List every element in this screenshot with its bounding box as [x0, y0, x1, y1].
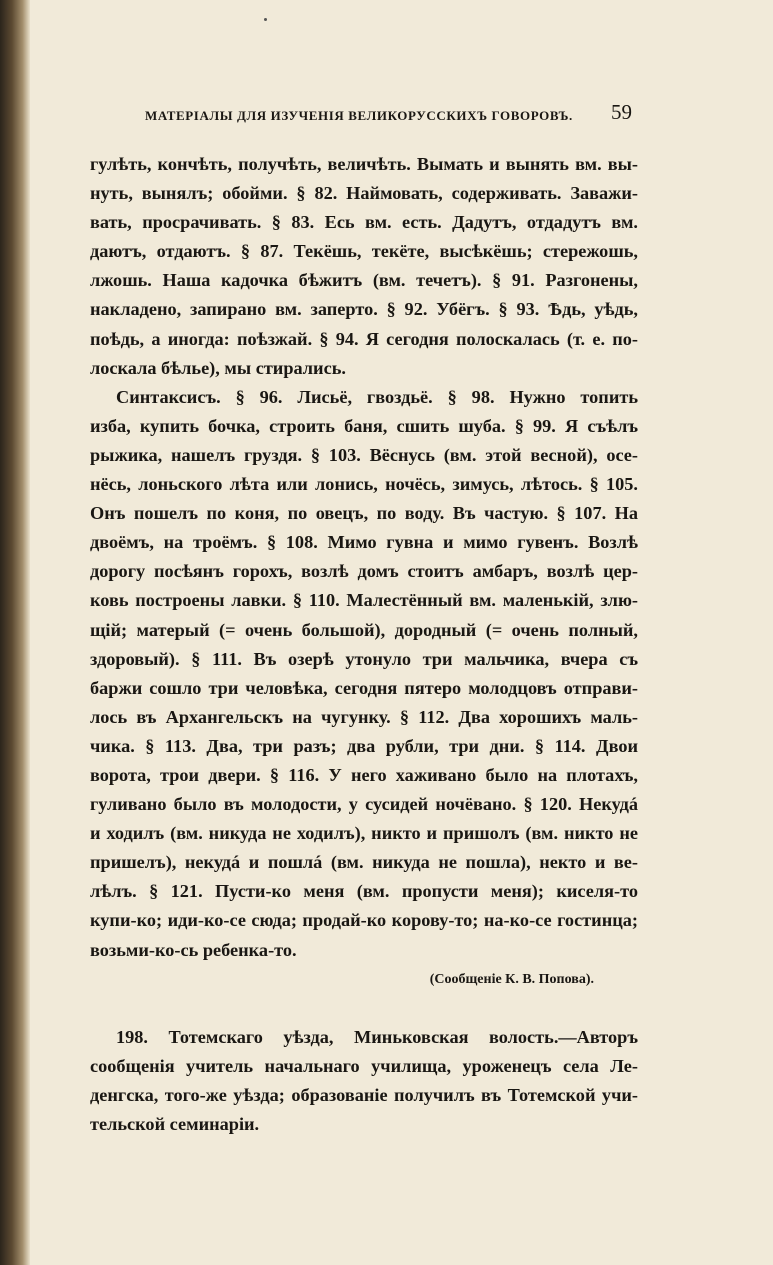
text-line: чика. § 113. Два, три разъ; два рубли, три дни. § 114. Двои	[90, 735, 638, 756]
text-line: возьми-ко-сь ребенка-то.	[90, 939, 297, 960]
text-line: тельской семинаріи.	[90, 1114, 260, 1134]
text-line: нуть, вынялъ; обойми. § 82. Наймовать, содерживать. Заважи-	[90, 183, 638, 204]
paragraph-phonetics-morphology	[90, 150, 638, 383]
paragraph-syntax	[90, 383, 638, 994]
text-line: двоёмъ, на троёмъ. § 108. Мимо гувна и мимо гувенъ. Возлѣ	[90, 532, 638, 553]
text-line: здоровый). § 111. Въ озерѣ утонуло три мальчика, вчера съ	[90, 648, 638, 669]
text-line: купи-ко; иди-ко-се сюда; продай-ко корову-то; на-ко-се гостинца;	[90, 910, 638, 931]
running-title: МАТЕРІАЛЫ ДЛЯ ИЗУЧЕНІЯ ВЕЛИКОРУССКИХЪ ГОВОРОВЪ.	[145, 108, 573, 123]
text-line: лоскала бѣлье), мы стирались.	[90, 357, 346, 378]
text-line: дорогу посѣянъ горохъ, возлѣ домъ стоитъ амбаръ, возлѣ цер-	[90, 561, 638, 582]
paragraph-entry-198	[90, 1023, 638, 1139]
text-line: Синтаксисъ. § 96. Лисьё, гвоздьё. § 98. Нужно топить	[116, 386, 638, 407]
text-line: щій; матерый (= очень большой), дородный (= очень полный,	[90, 619, 638, 640]
page-header	[90, 100, 632, 134]
text-line: баржи сошло три человѣка, сегодня пятеро молодцовъ отправи-	[90, 677, 638, 698]
text-line: ковь построены лавки. § 110. Малестённый вм. маленькій, злю-	[90, 590, 638, 611]
text-line: ворота, трои двери. § 116. У него хаживано было на плотахъ,	[90, 764, 638, 785]
page-body	[90, 150, 638, 1139]
text-line: Онъ пошелъ по коня, по овецъ, по воду. Въ частую. § 107. На	[90, 503, 638, 524]
text-line: нёсь, лоньского лѣта или лонись, ночёсь, зимусь, лѣтось. § 105.	[90, 474, 638, 495]
text-line: сообщенія учитель начальнаго училища, уроженецъ села Ле-	[90, 1055, 638, 1076]
text-line: поѣдь, а иногда: поѣзжай. § 94. Я сегодня полоскалась (т. е. по-	[90, 328, 638, 349]
text-line: лжошь. Наша кадочка бѣжитъ (вм. течетъ). § 91. Разгонены,	[90, 270, 638, 291]
book-spine-shadow	[0, 0, 30, 1265]
text-line: денгска, того-же уѣзда; образованіе получилъ въ Тотемской учи-	[90, 1084, 638, 1105]
text-line: лось въ Архангельскъ на чугунку. § 112. Два хорошихъ маль-	[90, 706, 638, 727]
text-line: и ходилъ (вм. никуда не ходилъ), никто и пришолъ (вм. никто не	[90, 823, 638, 844]
text-line: 198. Тотемскаго уѣзда, Миньковская волость.—Авторъ	[116, 1026, 638, 1047]
text-line: даютъ, отдаютъ. § 87. Текёшь, текёте, высѣкёшь; стережошь,	[90, 241, 638, 262]
text-line: рыжика, нашелъ груздя. § 103. Вёснусь (вм. этой весной), осе-	[90, 444, 638, 465]
text-line: изба, купить бочка, строить баня, сшить шуба. § 99. Я съѣлъ	[90, 415, 638, 436]
text-line: вать, просрачивать. § 83. Есь вм. есть. Дадутъ, отдадутъ вм.	[90, 212, 638, 233]
text-line: накладено, запирано вм. заперто. § 92. Убёгъ. § 93. Ѣдь, уѣдь,	[90, 299, 638, 320]
text-line: лѣлъ. § 121. Пусти-ко меня (вм. пропусти меня); киселя-то	[90, 881, 638, 902]
page-number: 59	[611, 100, 632, 124]
text-line: пришелъ), некудá и пошлá (вм. никуда не пошла), некто и ве-	[90, 852, 638, 873]
source-attribution: (Сообщеніе К. В. Попова).	[429, 971, 594, 987]
text-line: гуливано было въ молодости, у сусидей ночёвано. § 120. Некудá	[90, 794, 638, 815]
text-line: гулѣть, кончѣть, получѣть, величѣть. Вымать и вынять вм. вы-	[90, 154, 638, 174]
paragraph-gap	[90, 994, 638, 1023]
page-speck	[264, 18, 267, 21]
